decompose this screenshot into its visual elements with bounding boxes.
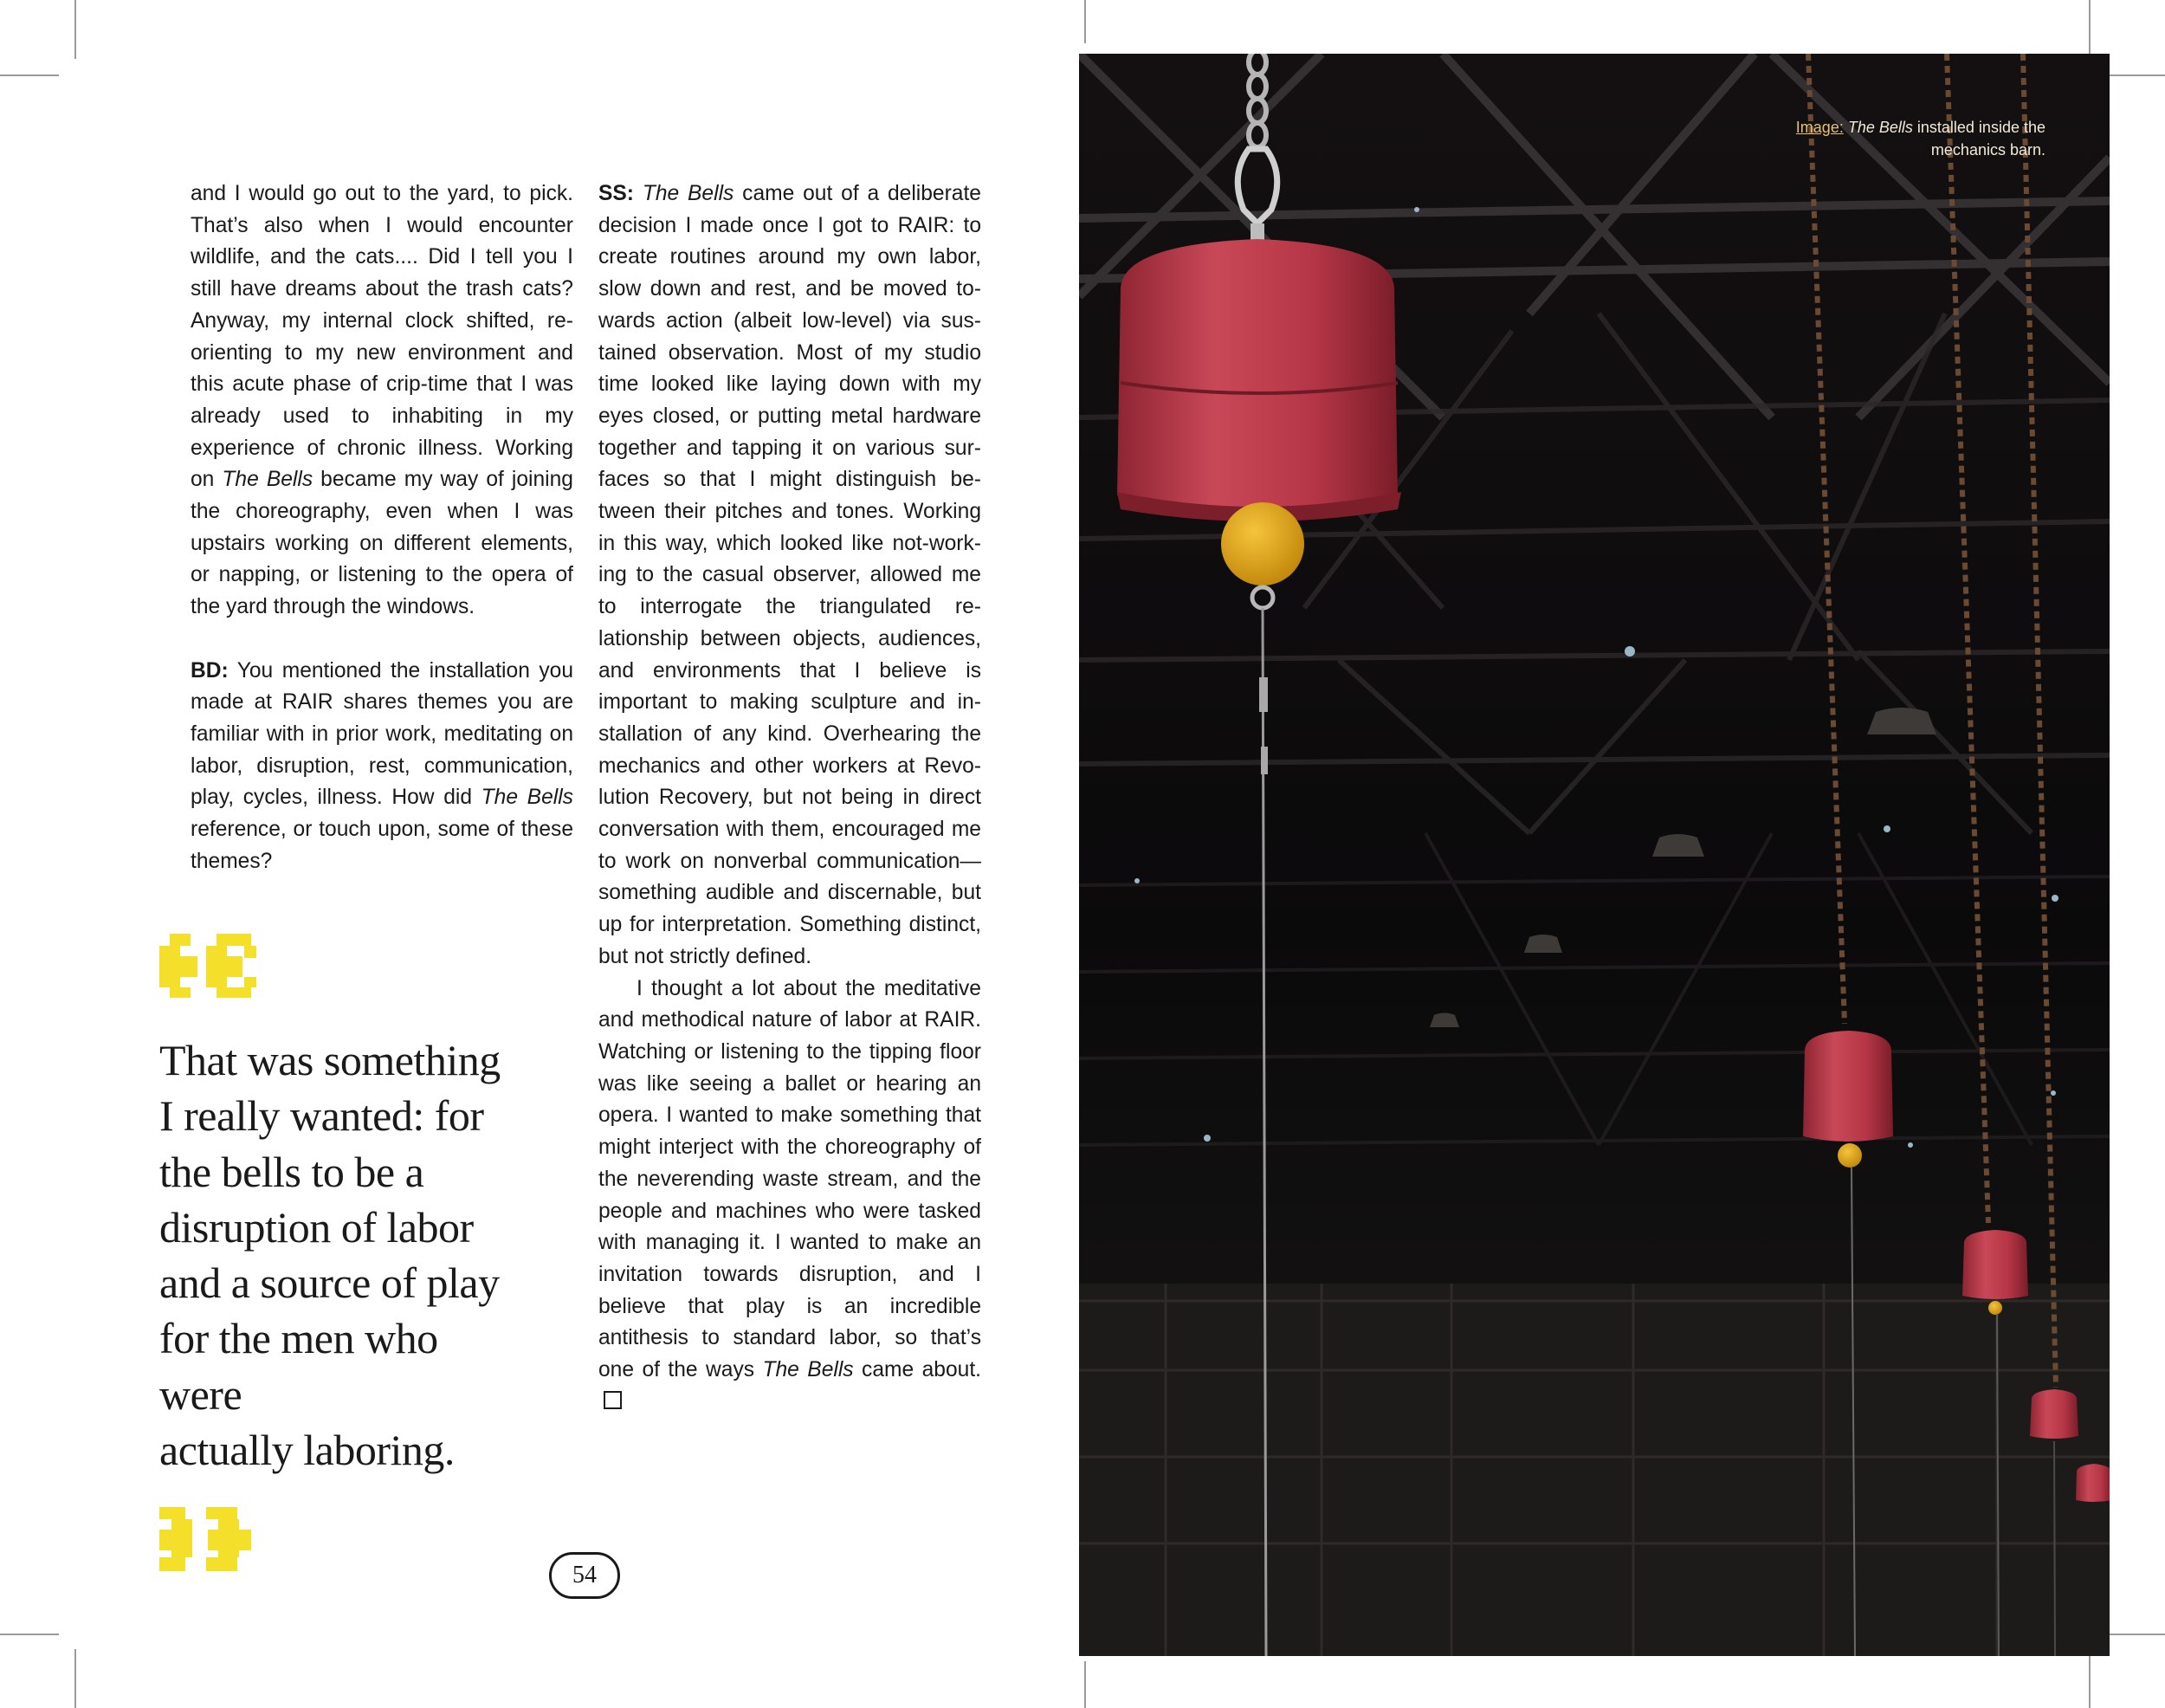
paragraph-text: I thought a lot about the meditative and methodical nature of labor at RAIR. Watching or listening to the tipping floor was like seeing a ballet or hearing an opera. I wanted to make something that might interject with the choreography of the neverending waste stream, and the people and machines who were tasked with managing it. I wanted to make an invitation towards disruption, and I believe that play is an incredible antithesis to standard labor, so that’s one of the ways bbox=[598, 976, 981, 1382]
paragraph-text: became my way of joining the choreography, even when I was upstairs working on different elements, or napping, or listening to the opera of the yard through the windows. bbox=[191, 468, 573, 619]
artwork-title: The Bells bbox=[762, 1358, 854, 1382]
photo-caption bbox=[1734, 116, 2045, 161]
caption-title: The Bells bbox=[1847, 119, 1913, 136]
left-page bbox=[0, 0, 1082, 1708]
paragraph-text: You mentioned the installation you made at RAIR shares themes you are familiar with in prior work, meditating on labor, disruption, rest, communication, play, cycles, illness. How did bbox=[191, 658, 573, 810]
installation-photo bbox=[1079, 54, 2110, 1656]
artwork-title: The Bells bbox=[222, 468, 313, 492]
pixel-open-quote-icon bbox=[159, 934, 265, 998]
crop-mark bbox=[2106, 74, 2165, 76]
paragraph bbox=[598, 178, 981, 974]
paragraph-text: came out of a deliberate decision I made once I got to RAIR: to create routines around my own labor, slow down and rest, and be moved towards action (albeit low-level) via sustained observation. Most of my studio time looked like laying down with my eyes closed, or putting metal hardware together and tapping it on various surfaces so that I might distinguish between their pitches and tones. Working in this way, which looked like not-working to the casual observer, allowed me to interrogate the triangulated relationship between objects, audiences, and environments that I believe is important to making sculpture and installation of any kind. Overhearing the mechanics and other workers at Revolution Recovery, but not being in direct conversation with them, encouraged me to work on nonverbal communication—something audible and discernable, but up for interpretation. Something distinct, but not strictly defined. bbox=[598, 182, 981, 968]
caption-label: Image: bbox=[1795, 119, 1844, 136]
paragraph-text: and I would go out to the yard, to pick. That’s also when I would encounter wildlife, and the cats.... Did I tell you I still have dreams about the trash cats? Anyway, my internal clock shifted, reorienting to my new environment and this acute phase of crip-time that I was already used to inhabiting in my experience of chronic illness. Working on bbox=[191, 182, 573, 492]
crop-mark bbox=[1084, 1661, 1086, 1708]
paragraph bbox=[191, 178, 573, 624]
end-square-icon bbox=[604, 1391, 622, 1409]
caption-text: mechanics barn. bbox=[1930, 141, 2045, 159]
crop-mark bbox=[2106, 1634, 2165, 1635]
paragraph bbox=[598, 974, 981, 1419]
pull-quote-text: That was something I really wanted: for the bells to be a disruption of labor and a source of play for the men who were actually laboring. bbox=[159, 1036, 501, 1475]
pixel-close-quote-icon bbox=[159, 1507, 265, 1571]
speaker-label: SS: bbox=[598, 182, 634, 205]
crop-mark bbox=[2089, 1649, 2091, 1708]
text-column-left bbox=[191, 178, 573, 877]
artwork-title: The Bells bbox=[642, 182, 734, 205]
bell-fifth bbox=[2076, 1464, 2110, 1502]
text-column-right bbox=[598, 178, 981, 1418]
crop-mark bbox=[1084, 0, 1086, 43]
crop-mark bbox=[2089, 0, 2091, 59]
paragraph-text: reference, or touch upon, some of these themes? bbox=[191, 818, 573, 873]
caption-text: installed inside the bbox=[1912, 119, 2045, 136]
pull-quote bbox=[159, 934, 523, 1571]
speaker-label: BD: bbox=[191, 658, 229, 683]
page-number: 54 bbox=[549, 1552, 620, 1599]
paragraph-text: came about. bbox=[853, 1358, 981, 1382]
artwork-title: The Bells bbox=[481, 786, 573, 810]
paragraph bbox=[191, 656, 573, 878]
